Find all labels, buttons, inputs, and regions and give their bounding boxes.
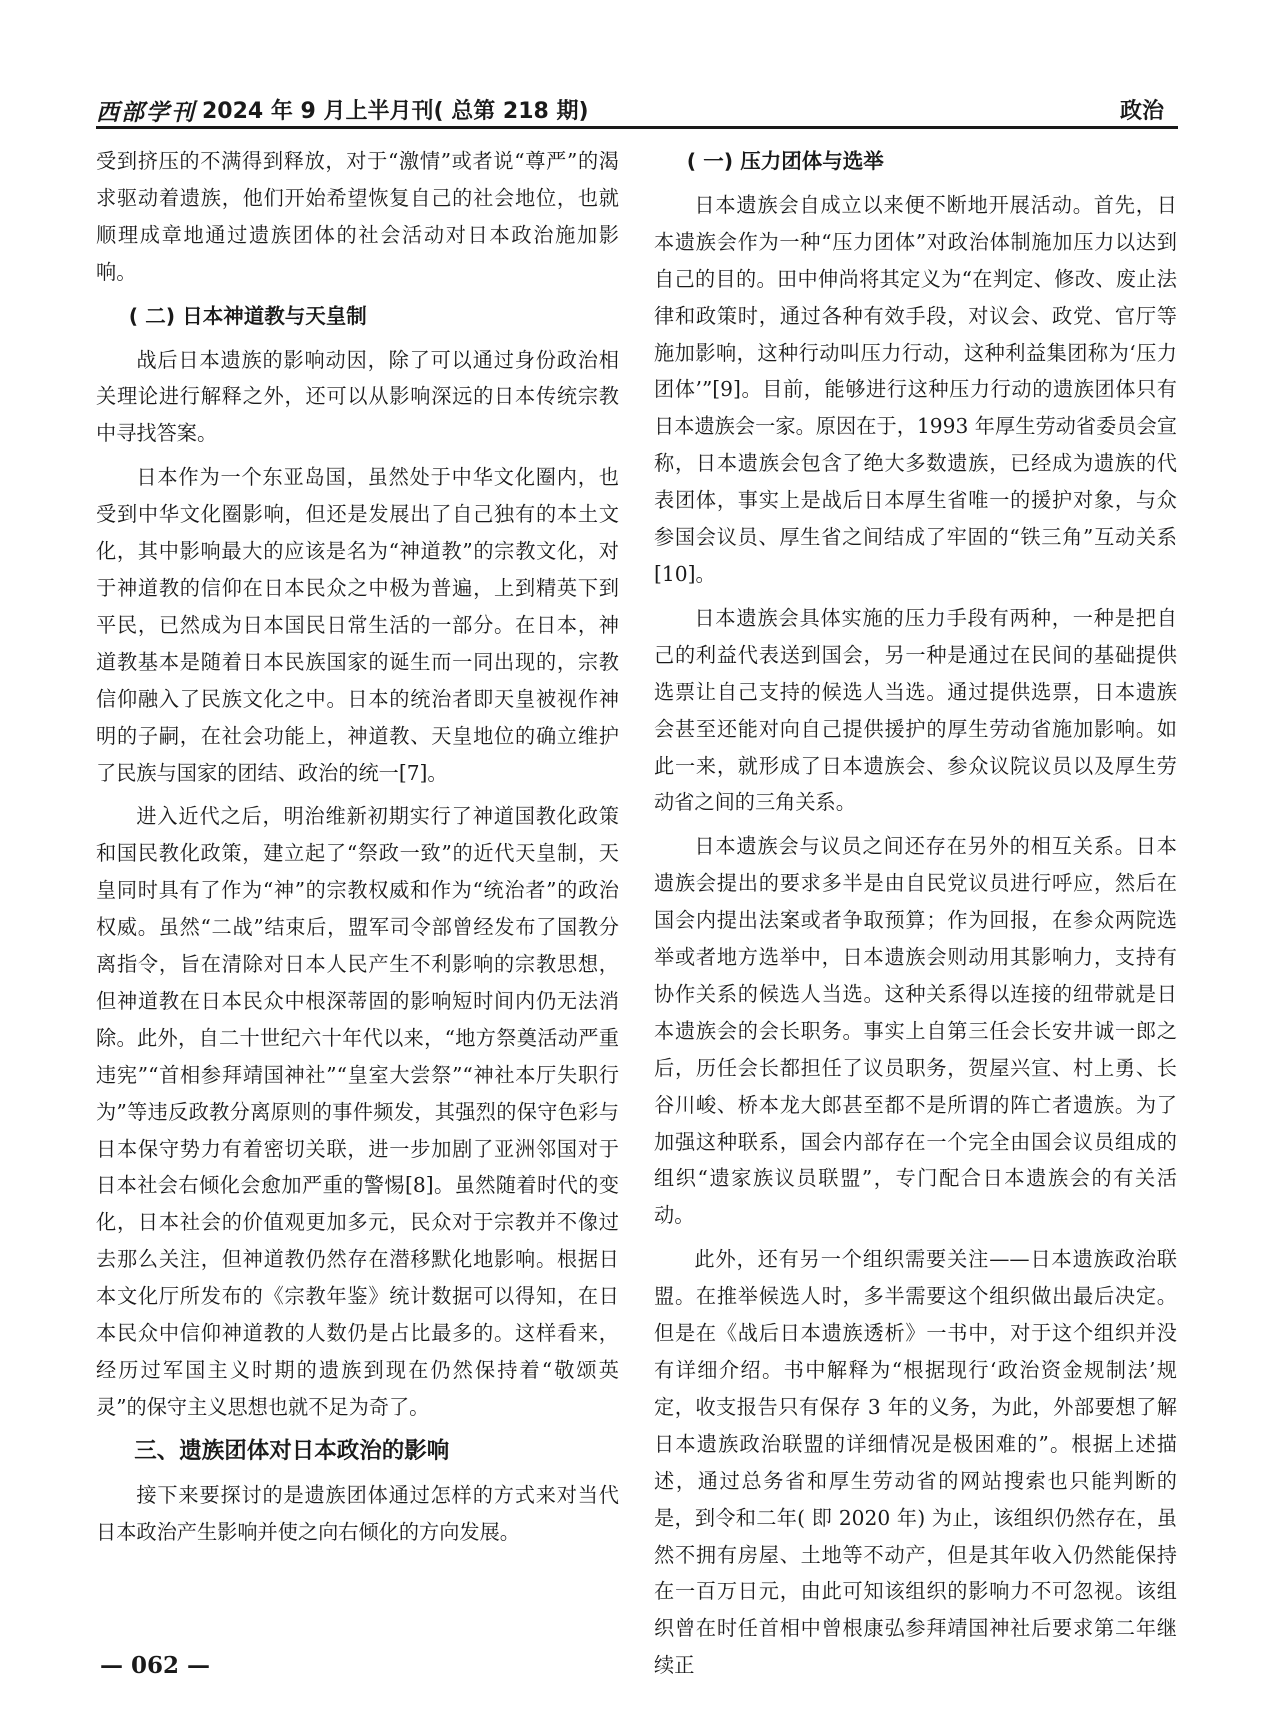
paragraph: 日本遗族会与议员之间还存在另外的相互关系。日本遗族会提出的要求多半是由自民党议员进行呼应，然后在国会内提出法案或者争取预算；作为回报，在参众两院选举或者地方选举中，日本遗族会则动用其影响力，支持有协作关系的候选人当选。这种关系得以连接的纽带就是日本遗族会的会长职务。事实上自第三任会长安井诚一郎之后，历任会长都担任了议员职务，贺屋兴宣、村上勇、长谷川峻、桥本龙大郎甚至都不是所谓的阵亡者遗族。为了加强这种联系，国会内部存在一个完全由国会议员组成的组织“遗家族议员联盟”，专门配合日本遗族会的有关活动。 — [654, 834, 1177, 1228]
paragraph: 战后日本遗族的影响动因，除了可以通过身份政治相关理论进行解释之外，还可以从影响深远的日本传统宗教中寻找答案。 — [96, 347, 619, 446]
left-column — [96, 143, 619, 1573]
paragraph: 日本遗族会自成立以来便不断地开展活动。首先，日本遗族会作为一种“压力团体”对政治体制施加压力以达到自己的目的。田中伸尚将其定义为“在判定、修改、废止法律和政策时，通过各种有效手段，对议会、政党、官厅等施加影响，这种行动叫压力行动，这种利益集团称为‘压力团体’”[9]。目前，能够进行这种压力行动的遗族团体只有日本遗族会一家。原因在于，1993 年厚生劳动省委员会宣称，日本遗族会包含了绝大多数遗族，已经成为遗族的代表团体，事实上是战后日本厚生省唯一的援护对象，与众参国会议员、厚生省之间结成了牢固的“铁三角”互动关系[10]。 — [654, 192, 1177, 586]
section-heading-influence: 三、遗族团体对日本政治的影响 — [134, 1437, 450, 1464]
section-label: 政治 — [1119, 99, 1164, 124]
paragraph: 日本作为一个东亚岛国，虽然处于中华文化圈内，也受到中华文化圈影响，但还是发展出了自己独有的本土文化，其中影响最大的应该是名为“神道教”的宗教文化，对于神道教的信仰在日本民众之中极为普遍，上到精英下到平民，已然成为日本国民日常生活的一部分。在日本，神道教基本是随着日本民族国家的诞生而一同出现的，宗教信仰融入了民族文化之中。日本的统治者即天皇被视作神明的子嗣，在社会功能上，神道教、天皇地位的确立维护了民族与国家的团结、政治的统一[7]。 — [96, 465, 619, 785]
header-rule — [96, 126, 1178, 129]
issue-info: 2024 年 9 月上半月刊( 总第 218 期) — [202, 99, 589, 124]
journal-logo: 西部学刊 — [96, 99, 196, 126]
running-header — [96, 92, 1178, 130]
right-column — [654, 143, 1177, 1678]
paragraph: 日本遗族会具体实施的压力手段有两种，一种是把自己的利益代表送到国会，另一种是通过在民间的基础提供选票让自己支持的候选人当选。通过提供选票，日本遗族会甚至还能对向自己提供援护的厚生劳动省施加影响。如此一来，就形成了日本遗族会、参众议院议员以及厚生劳动省之间的三角关系。 — [654, 605, 1177, 815]
paragraph-continued: 受到挤压的不满得到释放，对于“激情”或者说“尊严”的渴求驱动着遗族，他们开始希望恢复自己的社会地位，也就顺理成章地通过遗族团体的社会活动对日本政治施加影响。 — [96, 149, 619, 284]
paragraph: 此外，还有另一个组织需要关注——日本遗族政治联盟。在推举候选人时，多半需要这个组织做出最后决定。但是在《战后日本遗族透析》一书中，对于这个组织并没有详细介绍。书中解释为“根据现行‘政治资金规制法’规定，收支报告只有保存 3 年的义务，为此，外部要想了解日本遗族政治联盟的详细情况是极困难的”。根据上述描述，通过总务省和厚生劳动省的网站搜索也只能判断的是，到令和二年( 即 2020 年) 为止，该组织仍然存在，虽然不拥有房屋、土地等不动产，但是其年收入仍然能保持在一百万日元，由此可知该组织的影响力不可忽视。该组织曾在时任首相中曾根康弘参拜靖国神社后要求第二年继续正 — [654, 1247, 1177, 1678]
paragraph: 接下来要探讨的是遗族团体通过怎样的方式来对当代日本政治产生影响并使之向右倾化的方向发展。 — [96, 1482, 619, 1544]
page-number: — 062 — — [100, 1652, 211, 1679]
subsection-heading-pressure-groups: ( 一) 压力团体与选举 — [686, 149, 884, 173]
paragraph: 进入近代之后，明治维新初期实行了神道国教化政策和国民教化政策，建立起了“祭政一致”的近代天皇制，天皇同时具有了作为“神”的宗教权威和作为“统治者”的政治权威。虽然“二战”结束后，盟军司令部曾经发布了国教分离指令，旨在清除对日本人民产生不利影响的宗教思想，但神道教在日本民众中根深蒂固的影响短时间内仍无法消除。此外，自二十世纪六十年代以来，“地方祭奠活动严重违宪”“首相参拜靖国神社”“皇室大尝祭”“神社本厅失职行为”等违反政教分离原则的事件频发，其强烈的保守色彩与日本保守势力有着密切关联，进一步加剧了亚洲邻国对于日本社会右倾化会愈加严重的警惕[8]。虽然随着时代的变化，日本社会的价值观更加多元，民众对于宗教并不像过去那么关注，但神道教仍然存在潜移默化地影响。根据日本文化厅所发布的《宗教年鉴》统计数据可以得知，在日本民众中信仰神道教的人数仍是占比最多的。这样看来，经历过军国主义时期的遗族到现在仍然保持着“敬颂英灵”的保守主义思想也就不足为奇了。 — [96, 804, 619, 1419]
subsection-heading-shinto: ( 二) 日本神道教与天皇制 — [128, 303, 367, 328]
